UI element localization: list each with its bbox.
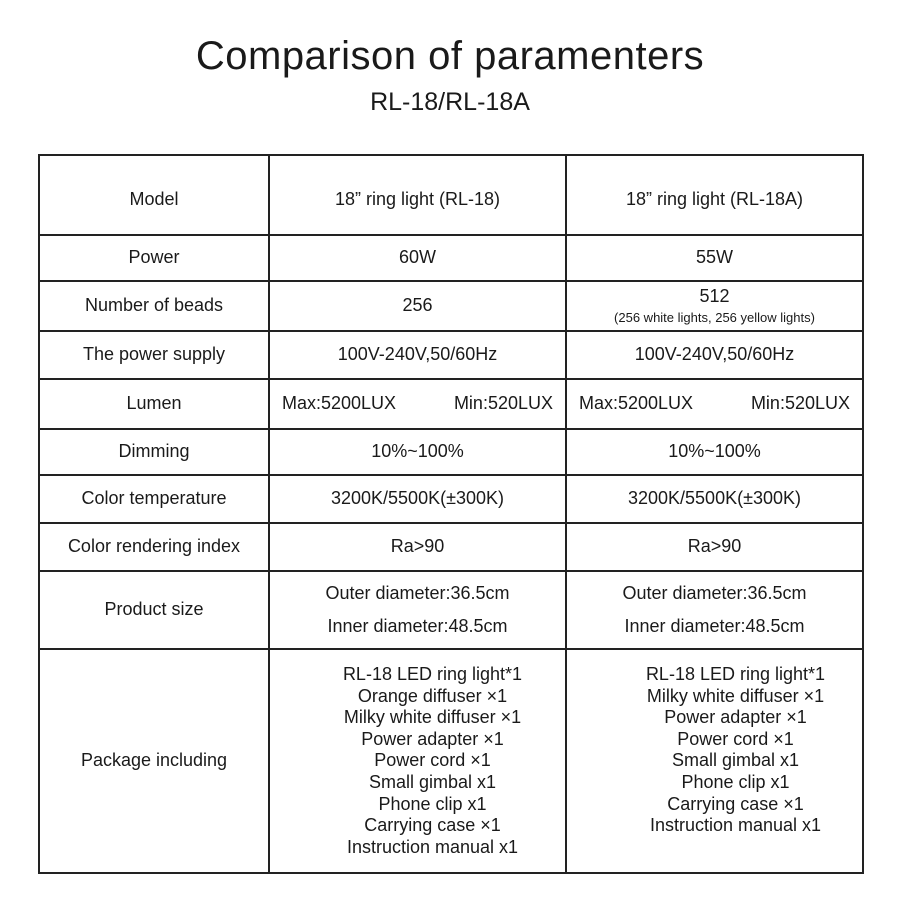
table-row-power-supply — [39, 331, 863, 379]
cell-rl18: 100V-240V,50/60Hz — [269, 331, 566, 379]
table-row-power — [39, 235, 863, 281]
row-label: Package including — [39, 649, 269, 873]
table-row-cri — [39, 523, 863, 571]
table-row-beads — [39, 281, 863, 331]
row-label: Power — [39, 235, 269, 281]
list-item: Small gimbal x1 — [671, 750, 800, 771]
inner-diameter: Inner diameter:48.5cm — [327, 616, 508, 636]
comparison-table — [38, 154, 864, 874]
list-item: Instruction manual x1 — [346, 836, 519, 857]
list-item: RL-18 LED ring light*1 — [645, 664, 826, 684]
table-row-package — [39, 649, 863, 873]
list-item: Small gimbal x1 — [368, 771, 497, 792]
cell-rl18: Ra>90 — [269, 523, 566, 571]
list-item: Power adapter ×1 — [361, 728, 504, 749]
cell-rl18a: 10%~100% — [566, 429, 863, 475]
beads-count: 512 — [699, 286, 730, 307]
lumen-min: Min:520LUX — [453, 393, 553, 414]
table-row-dimming — [39, 429, 863, 475]
list-item: Phone clip x1 — [681, 771, 790, 792]
table-row-color-temperature — [39, 475, 863, 523]
table-row-model — [39, 155, 863, 235]
cell-rl18a: Ra>90 — [566, 523, 863, 571]
lumen-max: Max:5200LUX — [282, 393, 397, 414]
table-row-product-size — [39, 571, 863, 649]
cell-rl18a: 18” ring light (RL-18A) — [566, 155, 863, 235]
cell-rl18 — [269, 571, 566, 649]
cell-rl18: 60W — [269, 235, 566, 281]
row-label: The power supply — [39, 331, 269, 379]
list-item: Power cord ×1 — [677, 728, 794, 749]
list-item: Milky white diffuser ×1 — [646, 685, 825, 706]
cell-rl18a — [566, 571, 863, 649]
row-label: Product size — [39, 571, 269, 649]
list-item: Carrying case ×1 — [364, 815, 501, 836]
outer-diameter: Outer diameter:36.5cm — [622, 583, 807, 603]
cell-rl18a — [566, 281, 863, 331]
cell-rl18: 3200K/5500K(±300K) — [269, 475, 566, 523]
cell-rl18a — [566, 379, 863, 429]
list-item: Instruction manual x1 — [649, 815, 822, 836]
lumen-max: Max:5200LUX — [579, 393, 694, 414]
lumen-min: Min:520LUX — [750, 393, 850, 414]
cell-rl18: 256 — [269, 281, 566, 331]
cell-rl18 — [269, 649, 566, 873]
inner-diameter: Inner diameter:48.5cm — [624, 616, 805, 636]
page-title: Comparison of paramenters — [195, 34, 705, 78]
beads-note: (256 white lights, 256 yellow lights) — [614, 310, 815, 325]
cell-rl18: 10%~100% — [269, 429, 566, 475]
list-item: Orange diffuser ×1 — [357, 685, 508, 706]
row-label: Color temperature — [39, 475, 269, 523]
cell-rl18a: 55W — [566, 235, 863, 281]
cell-rl18: 18” ring light (RL-18) — [269, 155, 566, 235]
cell-rl18a — [566, 649, 863, 873]
cell-rl18a: 100V-240V,50/60Hz — [566, 331, 863, 379]
row-label: Lumen — [39, 379, 269, 429]
list-item: Carrying case ×1 — [667, 793, 804, 814]
list-item: Milky white diffuser ×1 — [343, 707, 522, 728]
outer-diameter: Outer diameter:36.5cm — [325, 583, 510, 603]
table-row-lumen — [39, 379, 863, 429]
list-item: Power adapter ×1 — [664, 707, 807, 728]
list-item: Power cord ×1 — [374, 750, 491, 771]
row-label: Model — [39, 155, 269, 235]
row-label: Dimming — [39, 429, 269, 475]
page-subtitle: RL-18/RL-18A — [370, 88, 530, 116]
list-item: RL-18 LED ring light*1 — [342, 664, 523, 684]
cell-rl18a: 3200K/5500K(±300K) — [566, 475, 863, 523]
row-label: Number of beads — [39, 281, 269, 331]
cell-rl18 — [269, 379, 566, 429]
row-label: Color rendering index — [39, 523, 269, 571]
list-item: Phone clip x1 — [378, 793, 487, 814]
